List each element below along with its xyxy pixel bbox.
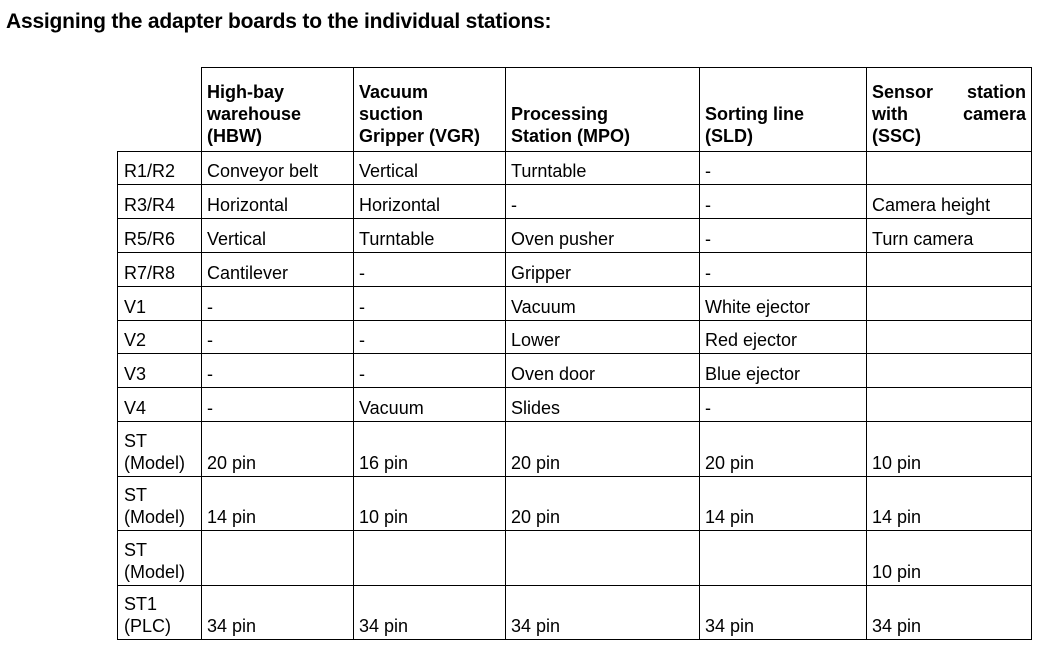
row-label	[118, 531, 202, 586]
table-row	[118, 477, 1032, 531]
table-cell: Turn camera	[867, 219, 1032, 253]
header-line: Vacuum	[359, 82, 429, 102]
table-row	[118, 354, 1032, 388]
table-row	[118, 287, 1032, 321]
table-cell: -	[506, 185, 700, 219]
table-row	[118, 152, 1032, 185]
header-line: Gripper (VGR)	[359, 126, 481, 146]
table-cell: Camera height	[867, 185, 1032, 219]
row-label: R7/R8	[118, 253, 202, 287]
row-label-line: (Model)	[124, 507, 186, 527]
table-cell: 34 pin	[506, 586, 700, 640]
table-cell: Vacuum	[506, 287, 700, 321]
table-cell	[506, 531, 700, 586]
table-row	[118, 586, 1032, 640]
table-cell: 16 pin	[354, 422, 506, 477]
row-label: V4	[118, 388, 202, 422]
table-row	[118, 219, 1032, 253]
table-row	[118, 531, 1032, 586]
table-row	[118, 388, 1032, 422]
table-cell	[700, 531, 867, 586]
row-label: R3/R4	[118, 185, 202, 219]
corner-cell	[118, 68, 202, 152]
row-label-line: (Model)	[124, 453, 186, 473]
table-row	[118, 253, 1032, 287]
row-label-line: (PLC)	[124, 616, 172, 636]
table-cell	[867, 354, 1032, 388]
table-cell: 14 pin	[700, 477, 867, 531]
row-label: V1	[118, 287, 202, 321]
header-line: with camera	[872, 104, 1026, 124]
table-cell: Gripper	[506, 253, 700, 287]
table-cell: -	[354, 354, 506, 388]
row-label-line: ST1	[124, 594, 158, 614]
row-label-line: ST	[124, 540, 148, 560]
row-label-line: ST	[124, 485, 148, 505]
table-cell: 20 pin	[202, 422, 354, 477]
table-cell: Slides	[506, 388, 700, 422]
table-cell	[354, 531, 506, 586]
row-label-line: ST	[124, 431, 148, 451]
table-cell	[202, 531, 354, 586]
table-cell: 34 pin	[700, 586, 867, 640]
table-cell: 10 pin	[867, 531, 1032, 586]
table-cell: -	[700, 185, 867, 219]
header-row	[118, 68, 1032, 152]
header-line: warehouse	[207, 104, 302, 124]
header-line: (SSC)	[872, 126, 921, 146]
table-cell: 34 pin	[867, 586, 1032, 640]
column-header-sld	[700, 68, 867, 152]
header-line: (SLD)	[705, 126, 753, 146]
row-label-line: (Model)	[124, 562, 186, 582]
table-cell: -	[202, 321, 354, 354]
page-title: Assigning the adapter boards to the individual stations:	[6, 10, 552, 33]
header-line: (HBW)	[207, 126, 262, 146]
header-line: Station (MPO)	[511, 126, 630, 146]
header-line: High-bay	[207, 82, 285, 102]
row-label: V2	[118, 321, 202, 354]
table-cell	[867, 388, 1032, 422]
table-cell: Oven door	[506, 354, 700, 388]
table-cell	[867, 321, 1032, 354]
header-line: Sensor station	[872, 82, 1026, 102]
table-cell: -	[700, 253, 867, 287]
column-header-mpo	[506, 68, 700, 152]
table-cell: -	[700, 152, 867, 185]
table-cell: 20 pin	[506, 477, 700, 531]
table-cell: -	[700, 388, 867, 422]
table-cell: 20 pin	[700, 422, 867, 477]
adapter-assignment-table	[117, 67, 1032, 640]
row-label: V3	[118, 354, 202, 388]
table-cell: 14 pin	[867, 477, 1032, 531]
table-cell: -	[202, 287, 354, 321]
table-cell: Vacuum	[354, 388, 506, 422]
table-cell	[867, 152, 1032, 185]
table-row	[118, 185, 1032, 219]
header-line: Sorting line	[705, 104, 804, 124]
table-cell: Turntable	[354, 219, 506, 253]
table-row	[118, 422, 1032, 477]
table-cell: 10 pin	[354, 477, 506, 531]
table-cell: 14 pin	[202, 477, 354, 531]
table-cell: -	[700, 219, 867, 253]
table-cell: Vertical	[202, 219, 354, 253]
header-line: Processing	[511, 104, 609, 124]
table-cell: White ejector	[700, 287, 867, 321]
header-line: suction	[359, 104, 424, 124]
table-cell: Red ejector	[700, 321, 867, 354]
table-cell: 34 pin	[202, 586, 354, 640]
row-label: R5/R6	[118, 219, 202, 253]
table-cell: Cantilever	[202, 253, 354, 287]
table-cell: Oven pusher	[506, 219, 700, 253]
table-cell: 10 pin	[867, 422, 1032, 477]
column-header-hbw	[202, 68, 354, 152]
table-cell: Horizontal	[354, 185, 506, 219]
column-header-ssc	[867, 68, 1032, 152]
table-cell: -	[354, 287, 506, 321]
table-cell: -	[202, 388, 354, 422]
table-cell: -	[354, 253, 506, 287]
table-cell	[867, 287, 1032, 321]
row-label	[118, 477, 202, 531]
row-label: R1/R2	[118, 152, 202, 185]
table-cell: -	[354, 321, 506, 354]
column-header-vgr	[354, 68, 506, 152]
table-cell: Vertical	[354, 152, 506, 185]
table-cell: 34 pin	[354, 586, 506, 640]
row-label	[118, 586, 202, 640]
table-cell: Lower	[506, 321, 700, 354]
table-cell: Horizontal	[202, 185, 354, 219]
table-cell: -	[202, 354, 354, 388]
table-cell: 20 pin	[506, 422, 700, 477]
row-label	[118, 422, 202, 477]
table-row	[118, 321, 1032, 354]
table-cell: Conveyor belt	[202, 152, 354, 185]
table-cell: Turntable	[506, 152, 700, 185]
table-cell: Blue ejector	[700, 354, 867, 388]
table-cell	[867, 253, 1032, 287]
